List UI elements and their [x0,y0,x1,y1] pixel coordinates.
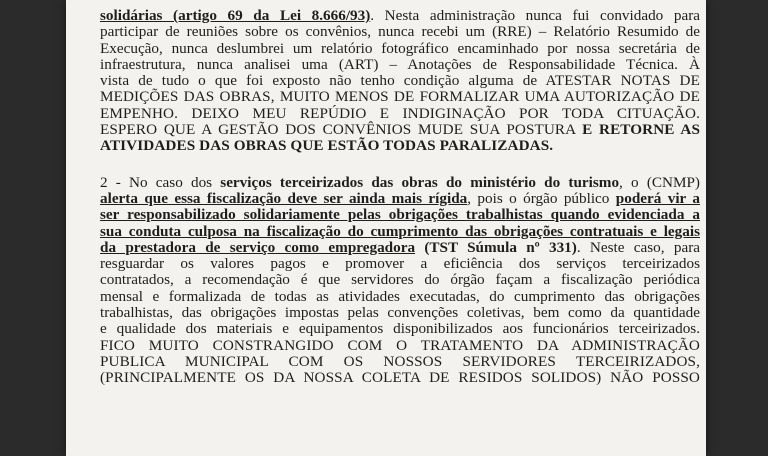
p1-line-2: participar de reuniões sobre os convênios, nunca recebi um (RRE) – Relatório Resumido de [100,23,700,41]
p1-line-4: infraestrutura, nunca analisei uma (ART) – Anotações de Responsabilidade Técnica. À [100,55,700,73]
p1-line-3: Execução, nunca deslumbrei um relatório fotográfico encaminhado por nossa secretária de [100,39,700,57]
p1-line-7: EMPENHO. DEIXO MEU REPÚDIO E INDIGINAÇÃO POR TODA CITUAÇÃO. [100,104,700,122]
document-body [100,8,700,387]
p2-line-3: ser responsabilizado solidariamente pelas obrigações trabalhistas quando evidenciada a [100,206,700,224]
p1-line-8-b: E RETORNE AS [582,121,701,139]
p1-law-reference: solidárias (artigo 69 da Lei 8.666/93) [100,7,371,24]
p1-line-8-a: ESPERO QUE A GESTÃO DOS CONVÊNIOS MUDE SUA POSTURA [100,121,583,139]
p2-line-6: resguardar os valores pagos e promover a eficiência dos serviços terceirizados [100,255,700,273]
p2-line-2 [100,191,700,207]
p1-line-9: ATIVIDADES DAS OBRAS QUE ESTÃO TODAS PARALIZADAS. [100,137,554,155]
p2-line-4: sua conduta culposa na fiscalização do cumprimento das obrigações contratuais e legais [100,222,700,240]
p2-line-2-b: , pois o órgão público [467,189,616,207]
p2-item-number: 2 - [100,173,130,191]
p2-line-1-c: , o (CNMP) [619,173,700,191]
p2-line-1-a: No caso dos [129,173,221,191]
p1-line-1 [100,8,700,24]
p2-line-5-b: (TST Súmula nº 331) [415,238,577,256]
p2-line-10: e qualidade dos materiais e equipamentos disponibilizados aos funcionários terceirizados. [100,320,700,338]
p2-line-1-b: serviços terceirizados das obras do ministério do turismo [220,173,620,191]
paragraph-2 [100,175,700,387]
p2-line-7: contratados, a recomendação é que servidores do órgão façam a fiscalização periódica [100,271,700,289]
scan-right-border [706,0,768,456]
p2-line-13: (PRINCIPALMENTE OS DA NOSSA COLETA DE RESIDOS SOLIDOS) NÃO POSSO [100,369,700,387]
p2-line-11: FICO MUITO CONSTRANGIDO COM O TRATAMENTO DA ADMINISTRAÇÃO [100,336,700,354]
p1-line-8 [100,122,700,138]
p2-line-9: trabalhistas, das obrigações impostas pelas convenções coletivas, bem como da quantidade [100,304,700,322]
paragraph-gap [100,155,700,175]
document-page [66,0,706,456]
p2-line-2-a: alerta que essa fiscalização deve ser ainda mais rígida [100,189,468,207]
p2-line-2-c: poderá vir a [615,189,701,207]
p1-line-6: MEDIÇÕES DAS OBRAS, MUITO MENOS DE FORMALIZAR UMA AUTORIZAÇÃO DE [100,88,700,106]
p2-line-5 [100,240,700,256]
p2-line-5-c: . Neste caso, para [576,238,700,256]
p1-line-5: vista de tudo o que foi exposto não tenho condição alguma de ATESTAR NOTAS DE [100,72,700,90]
paragraph-1 [100,8,700,155]
p2-line-5-a: da prestadora de serviço como empregadora [100,238,416,256]
p1-line-1-text: . Nesta administração nunca fui convidado para [370,7,700,24]
p2-line-12: PUBLICA MUNICIPAL COM OS NOSSOS SERVIDORES TERCEIRIZADOS, [100,352,700,370]
p2-line-8: mensal e formalizada de todas as atividades executadas, do cumprimento das obrigações [100,287,700,305]
scan-left-border [0,0,66,456]
p2-line-1 [100,175,700,191]
